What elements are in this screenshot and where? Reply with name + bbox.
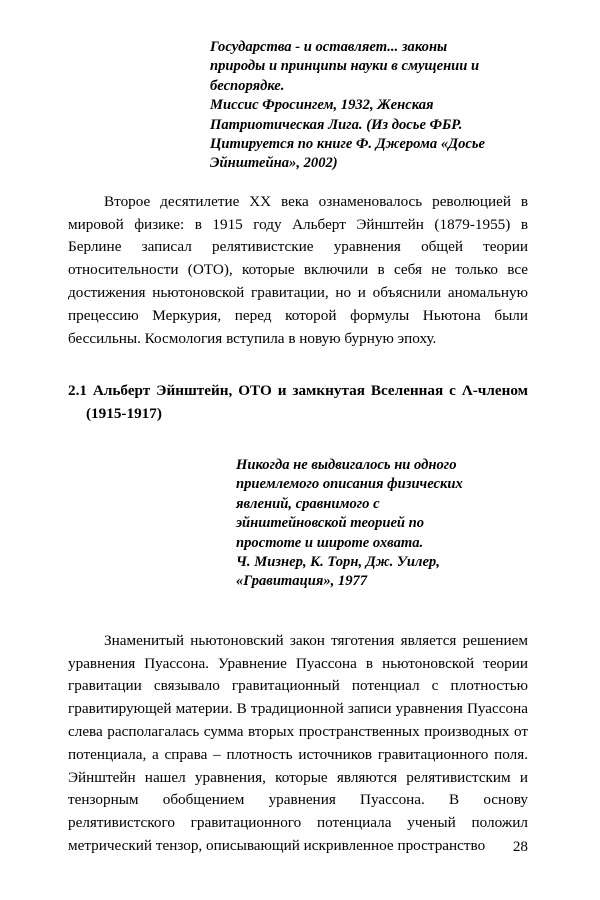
epigraph-second-line-5: простоте и широте охвата. (236, 534, 424, 551)
epigraph-top-attr-line-3: Цитируется по книге Ф. Джерома «Досье (210, 136, 486, 153)
epigraph-second-attr-line-1: Ч. Мизнер, К. Торн, Дж. Уилер, (236, 554, 440, 571)
epigraph-top-attr-line-2: Патриотическая Лига. (Из досье ФБР. (210, 116, 463, 133)
epigraph-second-line-3: явлений, сравнимого с (236, 495, 380, 512)
epigraph-second-line-2: приемлемого описания физических (236, 476, 463, 493)
epigraph-second-line-4: эйнштейновской теорией по (236, 515, 425, 532)
paragraph-intro: Второе десятилетие XX века ознаменовалось революцией в мировой физике: в 1915 году Альберт Эйнштейн (1879-1955) в Берлине записал релятивистские уравнения общей теории относительности (ОТО), которые включили в себя не только все достижения ньютоновской гравитации, но и объяснили аномальную прецессию Меркурия, перед которой формулы Ньютона были бессильны. Космология вступила в новую бурную эпоху. (68, 192, 528, 347)
epigraph-top-attr-line-1: Миссис Фросингем, 1932, Женская (210, 97, 434, 114)
epigraph-second (236, 456, 528, 592)
epigraph-top-line-1: Государства - и оставляет... законы (210, 39, 448, 55)
body-block (68, 630, 528, 858)
epigraph-top-line-2: природы и принципы науки в смущении и (210, 58, 480, 75)
epigraph-top-attr-line-4: Эйнштейна», 2002) (210, 155, 338, 172)
epigraph-top-line-3: беспорядке. (210, 77, 285, 94)
epigraph-second-line-1: Никогда не выдвигалось ни одного (236, 457, 457, 474)
section-heading: 2.1 Альберт Эйнштейн, ОТО и замкнутая Вселенная с Λ-членом (1915-1917) (68, 382, 528, 423)
page-number: 28 (512, 838, 528, 855)
epigraph-second-attr-line-2: «Гравитация», 1977 (236, 573, 368, 590)
epigraph-top (210, 38, 528, 174)
paragraph-poisson: Знаменитый ньютоновский закон тяготения является решением уравнения Пуассона. Уравнение Пуассона в ньютоновской теории гравитации связывало гравитационный потенциал с плотностью гравитирующей материи. В традиционной записи уравнения Пуассона слева располагалась сумма вторых пространственных производных от потенциала, а справа – плотность источников гравитационного поля. Эйнштейн нашел уравнения, которые являются релятивистским и тензорным обобщением уравнения Пуассона. В основу релятивистского гравитационного потенциала ученый положил метрический тензор, описывающий искривленное пространство (68, 631, 528, 855)
